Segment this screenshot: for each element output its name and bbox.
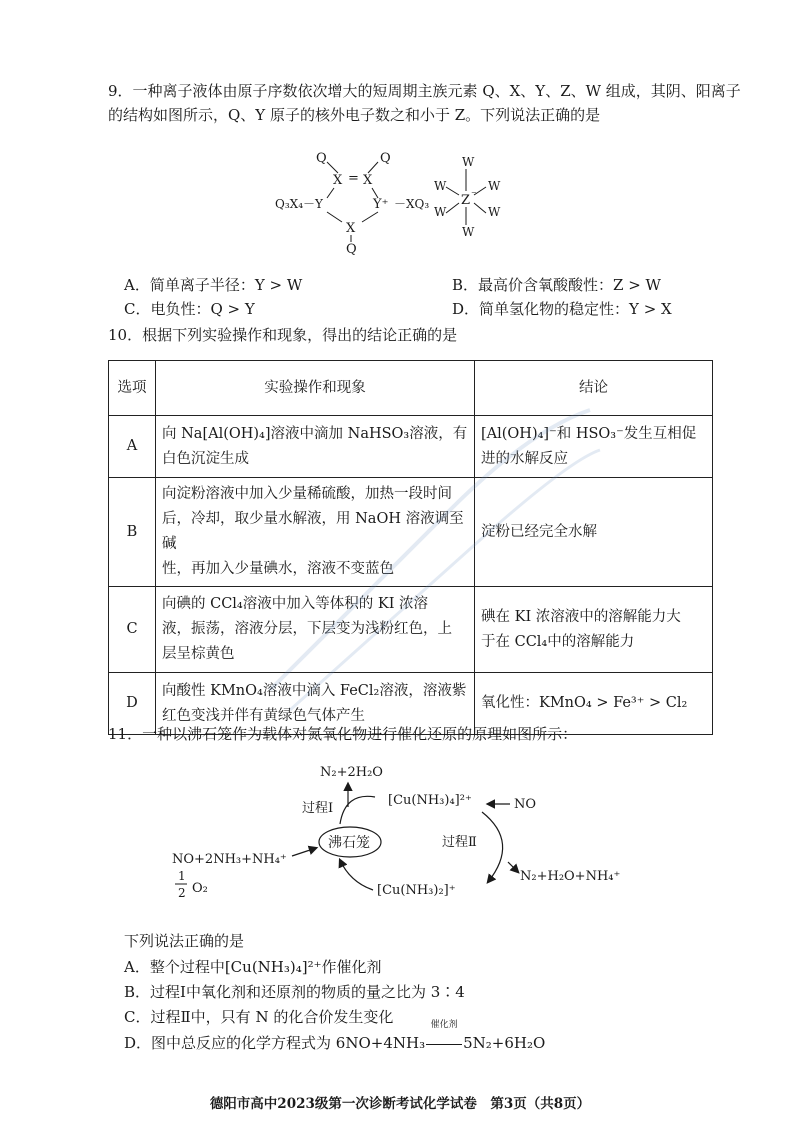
q11-option-b: B．过程Ⅰ中氧化剂和还原剂的物质的量之比为 3∶4 bbox=[124, 983, 465, 1001]
q11-option-d-products: 5N₂+6H₂O bbox=[463, 1034, 546, 1052]
top-product: N₂+2H₂O bbox=[320, 765, 383, 780]
anion-w-upper-right: W bbox=[488, 179, 501, 193]
q11-option-a: A．整个过程中[Cu(NH₃)₄]²⁺作催化剂 bbox=[124, 958, 382, 976]
cation-double-bond: = bbox=[348, 171, 359, 186]
complex-top: [Cu(NH₃)₄]²⁺ bbox=[388, 793, 472, 808]
q9-option-b: B．最高价含氧酸酸性：Z > W bbox=[452, 276, 661, 294]
row-c-op-line1: 向碘的 CCl₄溶液中加入等体积的 KI 浓溶 bbox=[162, 596, 429, 612]
header-option: 选项 bbox=[109, 361, 156, 416]
row-b-label: B bbox=[109, 478, 156, 587]
q9-option-c: C．电负性：Q > Y bbox=[124, 300, 255, 318]
anion-charge: ⁻ bbox=[471, 188, 477, 201]
row-b-conclusion: 淀粉已经完全水解 bbox=[475, 478, 713, 587]
half-numerator: 1 bbox=[178, 869, 186, 883]
row-a-label: A bbox=[109, 416, 156, 478]
process-2-label: 过程Ⅱ bbox=[442, 835, 477, 850]
row-a-op-line2: 白色沉淀生成 bbox=[162, 450, 249, 467]
anion-structure bbox=[434, 155, 501, 239]
row-c-con-line1: 碘在 KI 浓溶液中的溶解能力大 bbox=[481, 608, 681, 625]
anion-w-lower-right: W bbox=[488, 205, 501, 219]
q11-option-d-condition: 催化剂 bbox=[430, 1020, 458, 1030]
q11-catalytic-cycle-diagram bbox=[170, 752, 630, 912]
q11-option-d bbox=[124, 1020, 546, 1054]
half-denominator: 2 bbox=[178, 886, 186, 900]
anion-w-bottom: W bbox=[462, 225, 475, 239]
q9-stem-line1: 9．一种离子液体由原子序数依次增大的短周期主族元素 Q、X、Y、Z、W 组成，其阴、阳离子 bbox=[108, 82, 741, 100]
cation-x-right: X bbox=[363, 173, 373, 188]
q10-stem: 10．根据下列实验操作和现象，得出的结论正确的是 bbox=[108, 326, 458, 344]
row-b-op-line3: 性，再加入少量碘水，溶液不变蓝色 bbox=[162, 561, 394, 577]
cation-right-group: －XQ₃ bbox=[394, 197, 430, 211]
row-b-op-line1: 向淀粉溶液中加入少量稀硫酸，加热一段时间 bbox=[162, 486, 452, 502]
left-reactants: NO+2NH₃+NH₄⁺ bbox=[172, 852, 287, 867]
row-d-label: D bbox=[109, 673, 156, 735]
q9-ion-structure-figure bbox=[270, 140, 520, 255]
header-operation: 实验操作和现象 bbox=[156, 361, 475, 416]
row-d-conclusion: 氧化性：KMnO₄ > Fe³⁺ > Cl₂ bbox=[475, 673, 713, 735]
row-c-op-line3: 层呈棕黄色 bbox=[162, 646, 235, 662]
anion-w-top: W bbox=[462, 155, 475, 169]
center-label: 沸石笼 bbox=[328, 835, 370, 851]
q11-stem: 11．一种以沸石笼作为载体对氮氧化物进行催化还原的原理如图所示： bbox=[108, 725, 578, 743]
row-c-label: C bbox=[109, 587, 156, 673]
q11-option-c: C．过程Ⅱ中，只有 N 的化合价发生变化 bbox=[124, 1008, 394, 1026]
process-1-label: 过程Ⅰ bbox=[302, 801, 334, 816]
row-d-op-line2: 红色变浅并伴有黄绿色气体产生 bbox=[162, 707, 365, 724]
row-a-op-line1: 向 Na[Al(OH)₄]溶液中滴加 NaHSO₃溶液，有 bbox=[162, 425, 468, 442]
reaction-arrow bbox=[426, 1044, 462, 1045]
anion-w-upper-left: W bbox=[434, 179, 447, 193]
cation-structure bbox=[275, 151, 429, 255]
anion-w-lower-left: W bbox=[434, 205, 447, 219]
page-footer: 德阳市高中2023级第一次诊断考试化学试卷 第3页（共8页） bbox=[209, 1096, 591, 1112]
anion-z-center: Z bbox=[461, 193, 471, 208]
cation-y-plus: Y⁺ bbox=[373, 197, 389, 212]
cation-left-group: Q₃X₄－Y bbox=[275, 197, 323, 211]
q11-option-d-prefix: D．图中总反应的化学方程式为 6NO+4NH₃ bbox=[124, 1034, 426, 1052]
oxygen: O₂ bbox=[192, 881, 208, 896]
row-c-con-line2: 于在 CCl₄中的溶解能力 bbox=[481, 633, 635, 650]
watermark-stamp bbox=[250, 390, 610, 720]
complex-bottom: [Cu(NH₃)₂]⁺ bbox=[377, 883, 456, 898]
row-a-con-line1: [Al(OH)₄]⁻和 HSO₃⁻发生互相促 bbox=[481, 425, 697, 442]
row-c-op-line2: 液，振荡，溶液分层，下层变为浅粉红色，上 bbox=[162, 621, 452, 637]
q9-stem-line2: 的结构如图所示，Q、Y 原子的核外电子数之和小于 Z。下列说法正确的是 bbox=[108, 106, 601, 124]
q9-option-a: A．简单离子半径：Y > W bbox=[124, 276, 303, 294]
row-b-op-line2: 后，冷却，取少量水解液，用 NaOH 溶液调至碱 bbox=[162, 511, 464, 552]
right-products: N₂+H₂O+NH₄⁺ bbox=[520, 869, 621, 884]
cation-x-left: X bbox=[333, 173, 343, 188]
cation-q-top-left: Q bbox=[316, 151, 327, 166]
cation-q-top-right: Q bbox=[380, 151, 391, 166]
row-d-op-line1: 向酸性 KMnO₄溶液中滴入 FeCl₂溶液，溶液紫 bbox=[162, 682, 467, 699]
no-input: NO bbox=[514, 797, 537, 812]
q11-prompt: 下列说法正确的是 bbox=[124, 932, 245, 950]
q9-option-d: D．简单氢化物的稳定性：Y > X bbox=[452, 300, 672, 318]
cation-x-bottom: X bbox=[346, 221, 356, 236]
header-conclusion: 结论 bbox=[475, 361, 713, 416]
row-a-con-line2: 进的水解反应 bbox=[481, 450, 568, 467]
cation-q-bottom: Q bbox=[346, 242, 357, 255]
